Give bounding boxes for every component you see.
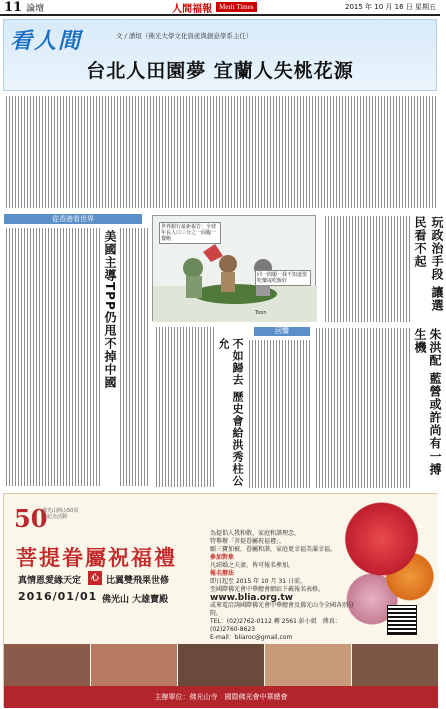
ad-info-line: 願三寶加被，眷屬和諧，家庭更幸福美滿幸福。 [210, 546, 337, 553]
center-block-headline: 不如歸去 歷史會給洪秀柱公允 [217, 338, 244, 487]
feature-headline: 台北人田園夢 宜蘭人失桃花源 [86, 60, 354, 82]
ad-info-line: 凡結婚之夫妻，皆可報名參加。 [210, 562, 295, 569]
ad-event-venue: 佛光山 大雄寶殿 [102, 595, 169, 605]
right-top-headline: 玩政治手段 讓選民看不起 [413, 216, 444, 313]
ad-photo [178, 644, 264, 686]
ad-info-heading: 報名辦法 [210, 570, 235, 577]
ad-email: E-mail：bliaroc@gmail.com [210, 634, 293, 641]
ad-url: www.blia.org.tw [210, 593, 293, 603]
issue-date: 2015 年 10 月 16 日 星期五 [345, 3, 436, 11]
left-block-tag: 從香港看世界 [4, 214, 142, 224]
ad-title: 菩提眷屬祝福禮 [16, 545, 177, 570]
ad-organizer-footer: 主辦單位：佛光山寺 國際佛光會中華總會 [4, 686, 438, 708]
ad-slogan-mark: 心 [88, 571, 102, 585]
ad-photo [352, 644, 438, 686]
ad-info-line: 即日起至 2015 年 10 月 31 日前， [210, 578, 306, 585]
feature-banner [3, 19, 437, 91]
ad-info-line: 至國際佛光會中華總會網站下載報名表格。 [210, 586, 325, 593]
ad-info-line: 或來電洽詢國際佛光會中華總會及佛光山寺全國各別分院。 [210, 602, 355, 617]
newspaper-logo: 人間福報 [172, 3, 213, 15]
ad-info-line: 特舉辦「菩提眷屬祝福禮」， [210, 538, 286, 545]
ad-anniversary-number: 50 [14, 504, 48, 533]
ad-anniversary-sub: 佛光山開山50周年紀念活動 [42, 508, 79, 520]
editorial-cartoon [152, 215, 316, 321]
column-logo: 看人間 [10, 28, 83, 54]
feature-body-text [4, 96, 436, 208]
section-name: 論壇 [26, 3, 45, 14]
right-block-headline: 朱洪配 藍營或許尚有一搏生機 [413, 328, 442, 477]
ad-photo-strip [4, 644, 438, 686]
brand [172, 0, 256, 15]
ad-slogan-right: 比翼雙飛果世修 [106, 576, 170, 586]
ad-slogan-left: 真情恩愛緣天定 [18, 576, 82, 586]
right-block-body [314, 328, 410, 488]
ad-info-heading: 參加對象 [210, 554, 235, 561]
ad-photo [91, 644, 177, 686]
left-block-headline: 美國主導TPP仍甩不掉中國 [103, 230, 117, 389]
qr-code-icon [388, 606, 416, 634]
ad-photo [265, 644, 351, 686]
byline: 文 / 潘煊（佛光大學文化資產與創意學系主任） [116, 32, 253, 40]
ad-info-line: 為提倡人我和敬、家庭和諧理念， [210, 530, 301, 537]
advertisement [3, 493, 437, 707]
center-block-body-b [246, 340, 310, 488]
ad-event-date: 2016/01/01 [18, 590, 98, 603]
ad-tel: TEL：(02)2762-0112 轉 2561 彭小姐 傳真：(02)2760-8623 [210, 618, 341, 633]
newspaper-logo-en: Merit Times [216, 2, 256, 12]
page-number: 11 [4, 0, 23, 15]
ad-photo [4, 644, 90, 686]
left-block-body-a [4, 228, 100, 486]
masthead [0, 0, 440, 16]
left-block-body-b [118, 228, 148, 486]
center-block-tag: 回響 [254, 327, 310, 336]
cartoon-credit: Toon [255, 310, 267, 316]
right-top-body [322, 216, 410, 322]
cartoon-caption-left: 世界銀行最新報告：全球年長人口三分之一面臨一餐飽 [159, 222, 221, 244]
ad-info [210, 530, 360, 642]
cartoon-caption-right: 同一問題一我不知道要吃藥或吃飯好 [255, 270, 311, 286]
center-block-body-a [152, 327, 214, 487]
